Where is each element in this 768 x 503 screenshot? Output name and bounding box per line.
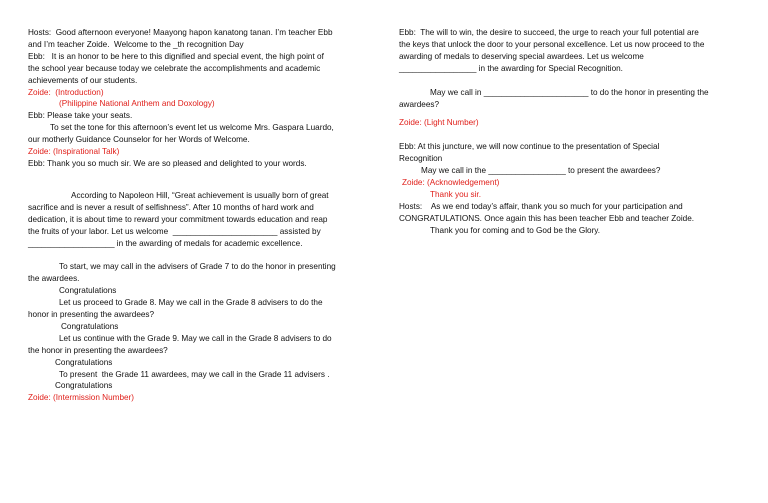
script-line: Hosts: Good afternoon everyone! Maayong hapon kanatong tanan. I’m teacher Ebb [28, 28, 333, 37]
script-line: Congratulations [59, 286, 117, 296]
spacer [28, 170, 376, 190]
script-line: To start, we may call in the advisers of Grade 7 to do the honor in presenting [59, 262, 336, 272]
spacer [399, 75, 741, 87]
script-line: awarding of medals to deserving special awardees. Let us welcome [399, 51, 644, 61]
script-line: May we call in the _________________ to present the awardees? [421, 166, 661, 176]
script-line: the keys that unlock the door to your personal excellence. Let us now proceed to the [399, 39, 705, 49]
script-line: Congratulations [55, 357, 113, 367]
script-line: Congratulations [55, 381, 113, 391]
script-line: our motherly Guidance Counselor for her Words of Welcome. [28, 135, 250, 145]
script-line: the awardees. [28, 274, 80, 284]
script-line: awardees? [399, 99, 440, 109]
script-line: the honor in presenting the awardees? [28, 345, 168, 355]
script-line: Thank you for coming and to God be the Glory. [430, 225, 601, 235]
script-line: ___________________ in the awarding of medals for academic excellence. [28, 238, 303, 248]
program-cue-line: Zoide: (Intermission Number) [28, 393, 135, 403]
program-cue-line: Zoide: (Introduction) [28, 87, 104, 97]
script-line: According to Napoleon Hill, “Great achievement is usually born of great [71, 190, 329, 200]
script-line: Ebb: It is an honor to be here to this dignified and special event, the high point of [28, 51, 324, 61]
script-line: Ebb: At this juncture, we will now continue to the presentation of Special [399, 142, 660, 152]
spacer [28, 249, 376, 261]
script-line: and I’m teacher Zoide. Welcome to the _th recognition Day [28, 39, 244, 49]
script-line: Recognition [399, 154, 443, 164]
script-line: Let us continue with the Grade 9. May we call in the Grade 8 advisers to do [59, 333, 332, 343]
script-line: Hosts: As we end today’s affair, thank you so much for your participation and [399, 201, 683, 211]
script-line: _________________ in the awarding for Special Recognition. [399, 63, 623, 73]
script-line: Let us proceed to Grade 8. May we call in the Grade 8 advisers to do the [59, 298, 323, 308]
program-cue-line: (Philippine National Anthem and Doxology) [59, 99, 215, 109]
program-cue-line: Zoide: (Inspirational Talk) [28, 147, 120, 157]
script-line: sacrifice and is never a result of selfishness”. After 10 months of hard work and [28, 202, 314, 212]
script-line: honor in presenting the awardees? [28, 310, 155, 320]
script-line: the school year because today we celebrate the accomplishments and academic [28, 63, 321, 73]
script-line: To set the tone for this afternoon’s event let us welcome Mrs. Gaspara Luardo, [50, 123, 334, 133]
script-line: the fruits of your labor. Let us welcome _______________________ assisted by [28, 226, 321, 236]
script-line: Ebb: Please take your seats. [28, 111, 133, 121]
script-line: achievements of our students. [28, 75, 138, 85]
program-cue-line: Zoide: (Acknowledgement) [402, 178, 500, 188]
script-line: Congratulations [61, 321, 119, 331]
script-line: CONGRATULATIONS. Once again this has been teacher Ebb and teacher Zoide. [399, 213, 695, 223]
script-line: To present the Grade 11 awardees, may we call in the Grade 11 advisers . [59, 369, 330, 379]
program-cue-line: Thank you sir. [430, 189, 481, 199]
spacer [399, 110, 741, 117]
script-line: Ebb: Thank you so much sir. We are so pleased and delighted to your words. [28, 158, 307, 168]
right-column [399, 27, 741, 237]
script-line: May we call in _______________________ to do the honor in presenting the [430, 87, 709, 97]
program-cue-line: Zoide: (Light Number) [399, 118, 479, 128]
spacer [399, 129, 741, 141]
script-line: Ebb: The will to win, the desire to succeed, the urge to reach your full potential are [399, 28, 699, 37]
script-line: dedication, it is about time to reward your commitment towards education and reap [28, 214, 328, 224]
left-column [28, 27, 376, 404]
